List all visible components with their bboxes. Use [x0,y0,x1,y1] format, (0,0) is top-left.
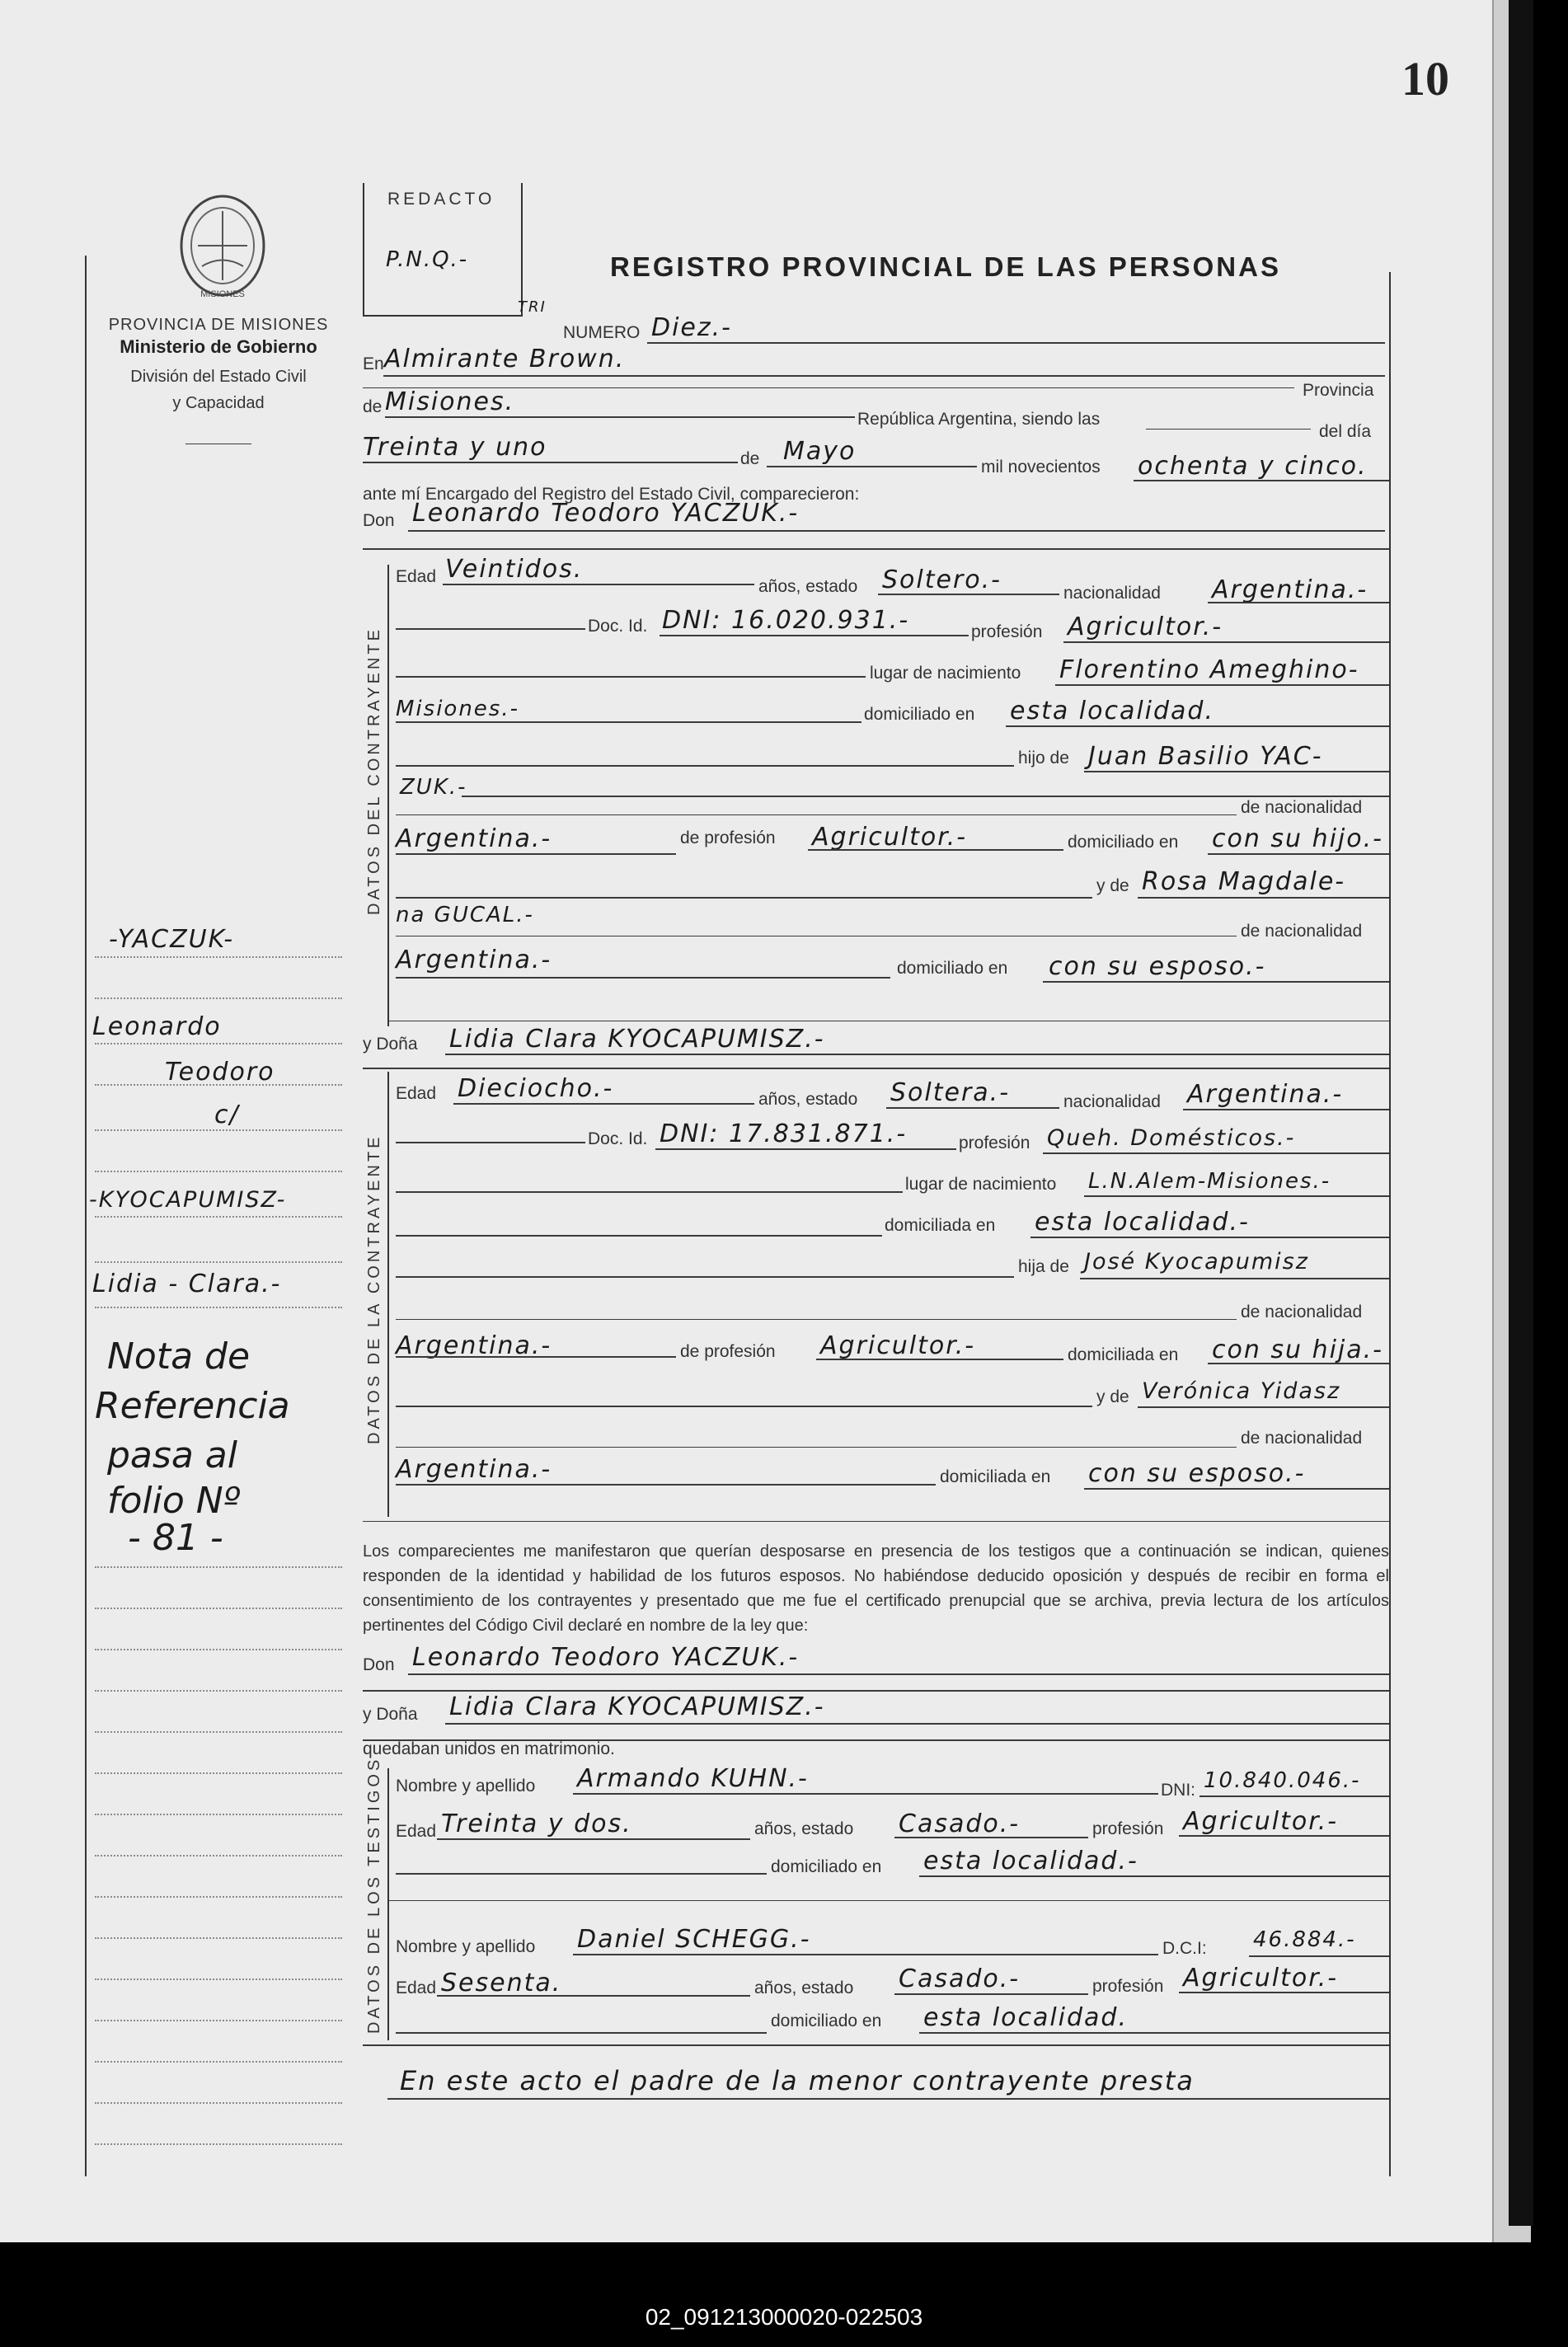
f-doc-label: Doc. Id. [588,1129,648,1148]
seal-text: MISIONES [200,289,245,299]
f-lugar-pre-line [396,1191,903,1193]
f-madre-yde-label: y de [1096,1387,1129,1406]
f-madre-nac-value: Argentina.- [396,1455,552,1484]
t2-doc-value: 46.884.- [1253,1927,1356,1952]
contrayente-name: Leonardo Teodoro YACZUK.- [412,499,800,528]
t2-profesion-value: Agricultor.- [1183,1964,1339,1993]
f-doc-line [655,1148,956,1150]
f-profesion-value: Queh. Domésticos.- [1047,1125,1296,1151]
numero-value: Diez.- [651,313,733,342]
dia-value: Treinta y uno [363,433,547,462]
f-lugar-line [1084,1195,1389,1197]
t1-nombre-line [573,1793,1158,1795]
c-padre-nac-line [396,814,1237,815]
contrayenta-name: Lidia Clara KYOCAPUMISZ.- [449,1025,825,1054]
margin-conj: c/ [214,1101,240,1129]
c-padre-value1: Juan Basilio YAC- [1088,742,1323,771]
f-estado-value: Soltera.- [890,1078,1011,1107]
t2-profesion-label: profesión [1092,1977,1164,1996]
t2-dom-pre-line [396,2032,767,2034]
t1-doc-label: DNI: [1161,1781,1195,1800]
numero-line [647,342,1385,344]
decl-dona-label: y Doña [363,1705,418,1724]
lugar-value: Almirante Brown. [384,345,626,373]
margin-rule [85,256,87,2176]
f-estado-line [886,1107,1059,1109]
margin-dotted-line [95,1896,342,1898]
t1-profesion-line [1179,1835,1389,1837]
t1-profesion-label: profesión [1092,1819,1164,1838]
margin-dotted-line [95,2061,342,2063]
mil-label: mil novecientos [981,458,1101,476]
c-lugar-line [1055,684,1389,686]
decl-don-value: Leonardo Teodoro YACZUK.- [412,1643,800,1672]
f-madre-value: Verónica Yidasz [1142,1378,1341,1404]
c-estado-line [878,594,1059,595]
c-padre-dom-label: domiciliado en [1068,833,1179,852]
f-padre-value: José Kyocapumisz [1084,1249,1309,1274]
f-padre-prof-value: Agricultor.- [820,1331,976,1360]
document-title: REGISTRO PROVINCIAL DE LAS PERSONAS [610,251,1281,282]
f-doc-value: DNI: 17.831.871.- [660,1120,908,1148]
t2-doc-label: D.C.I: [1162,1939,1207,1958]
t1-estado-line [894,1837,1088,1838]
c-madre-dom-line [1043,981,1389,983]
c-padre-nac-label: de nacionalidad [1241,798,1363,817]
c-madre-value1: Rosa Magdale- [1142,867,1346,896]
numero-label: NUMERO [563,323,641,342]
provincia-line [385,416,855,418]
c-doc-label: Doc. Id. [588,617,648,636]
ante-label: ante mí Encargado del Registro del Estado Civil, comparecieron: [363,485,860,504]
c-hijo-pre-line [396,765,1014,767]
margin-dotted-line [95,1216,342,1218]
f-edad-value: Dieciocho.- [458,1074,614,1103]
t1-domicilio-line [919,1875,1389,1877]
c-padre-prof-label: de profesión [680,828,776,847]
f-domicilio-line [1030,1237,1389,1238]
t2-estado-label: años, estado [754,1979,854,1997]
c-padre2-line [462,796,1389,797]
c-edad-value: Veintidos. [445,555,584,584]
margin-dotted-line [95,1307,342,1308]
ministry-line1: PROVINCIA DE MISIONES [108,316,329,334]
book-binding [1509,0,1533,2226]
c-profesion-line [1063,641,1389,643]
t1-dom-pre-line [396,1873,767,1875]
t1-edad-label: Edad [396,1822,437,1841]
dona-label: y Doña [363,1035,418,1054]
c-profesion-label: profesión [971,622,1043,641]
c-madre-nac-label: de nacionalidad [1241,922,1363,941]
t1-domicilio-value: esta localidad.- [923,1847,1138,1875]
t2-profesion-line [1179,1992,1389,1993]
margin-dotted-line [95,1261,342,1263]
page-number: 10 [1401,52,1449,106]
decl-don-subline [363,1690,1389,1692]
t2-nombre-label: Nombre y apellido [396,1937,536,1956]
f-dom-pre-line [396,1235,882,1237]
decl-dona-value: Lidia Clara KYOCAPUMISZ.- [449,1692,825,1721]
c-edad-line [443,584,754,585]
t2-doc-line [1249,1955,1389,1957]
provincial-seal-icon [173,188,272,307]
lugar-line [383,375,1385,377]
f-doc-pre-line [396,1142,585,1143]
t1-doc-value: 10.840.046.- [1204,1768,1361,1793]
en-label: En [363,354,384,373]
contrayente-section-label: DATOS DEL CONTRAYENTE [365,627,383,915]
f-padre-nac-label: de nacionalidad [1241,1303,1363,1321]
right-rule [1389,272,1391,2176]
margin-dotted-line [95,1690,342,1692]
c-madre-pre-line [396,897,1092,899]
c-madre-dom-value: con su esposo.- [1049,952,1266,981]
anio-value: ochenta y cinco. [1138,452,1368,481]
t2-edad-value: Sesenta. [441,1969,562,1997]
f-nacionalidad-label: nacionalidad [1063,1092,1161,1111]
t2-nombre-line [573,1954,1158,1955]
c-hijo-label: hijo de [1018,749,1069,767]
margin-dotted-line [95,1979,342,1980]
margin-surname1: -YACZUK- [109,925,235,954]
margin-note-line2: Referencia [95,1385,290,1427]
f-padre-dom-value: con su hija.- [1212,1335,1384,1364]
contrayenta-box-rule [387,1072,389,1517]
margin-dotted-line [95,1043,342,1044]
t1-domiciliado-label: domiciliado en [771,1857,882,1876]
declaracion-text: Los comparecientes me manifestaron que querían desposarse en presencia de los testigos que a continuación se indican, quienes responden de la identidad y habilidad de los futuros esposos. No habiéndose deducido oposición y después de recibir en forma el consentimiento de los contrayentes y presentado que me fue el certificado prenupcial que se archiva, previa lectura de los artículos pertinentes del Código Civil declaré en nombre de la ley que: [363,1542,1389,1635]
republica-label: República Argentina, siendo las [857,410,1101,429]
c-madre-yde-label: y de [1096,876,1129,895]
ministry-line3: División del Estado Civil [130,368,307,386]
f-lugar-value: L.N.Alem-Misiones.- [1088,1169,1331,1194]
c-padre-prof-value: Agricultor.- [812,823,968,852]
margin-dotted-line [95,1814,342,1815]
f-padre-nac-val-line [396,1356,676,1358]
de-label2: de [740,449,760,468]
margin-note-line4: folio Nº [107,1480,241,1522]
margin-dotted-line [95,1937,342,1939]
f-madre-nac-val-line [396,1484,936,1486]
contrayente-box-rule [387,565,389,1026]
t2-domicilio-line [919,2032,1389,2034]
t2-domicilio-value: esta localidad. [923,2003,1129,2032]
f-edad-line [453,1103,754,1105]
c-domicilio-value: esta localidad. [1010,697,1215,725]
c-nacionalidad-line [1208,602,1389,603]
c-doc-line [660,635,969,636]
margin-dotted-line [95,2102,342,2104]
margin-dotted-line [95,1566,342,1568]
f-profesion-label: profesión [959,1134,1030,1152]
c-lugar-value1: Florentino Ameghino- [1059,655,1359,684]
f-padre-dom-line [1208,1363,1389,1364]
scan-caption: 02_091213000020-022503 [645,2304,923,2330]
margin-dotted-line [95,1649,342,1650]
t2-nombre-value: Daniel SCHEGG.- [577,1925,811,1954]
quedaban-label: quedaban unidos en matrimonio. [363,1739,615,1758]
contrayente-subline [363,548,1389,550]
f-madre-pre-line [396,1406,1092,1407]
t1-estado-label: años, estado [754,1819,854,1838]
margin-surname2: -KYOCAPUMISZ- [89,1187,287,1213]
margin-dotted-line [95,2020,342,2021]
decl-don-label: Don [363,1655,395,1674]
testigos-end-line [363,2044,1389,2046]
t2-estado-value: Casado.- [899,1964,1021,1993]
c-lugar-value2: Misiones.- [396,697,519,721]
contrayente-name-line [408,530,1385,532]
testigos-section-label: DATOS DE LOS TESTIGOS [365,1756,383,2034]
final-line: En este acto el padre de la menor contrayente presta [400,2065,1195,2096]
c-padre-nac-value: Argentina.- [396,824,552,853]
f-padre-nac-line [396,1319,1237,1320]
t1-edad-value: Treinta y dos. [441,1810,632,1838]
t1-estado-value: Casado.- [899,1810,1021,1838]
mes-value: Mayo [783,437,857,466]
testigos-box-rule [387,1768,389,2040]
c-padre-line [1084,771,1389,772]
margin-name1a: Leonardo [92,1012,222,1041]
hora-line [1146,429,1311,430]
t1-nombre-label: Nombre y apellido [396,1777,536,1795]
f-domiciliada-label: domiciliada en [885,1216,996,1235]
margin-note-line5: - 81 - [128,1517,223,1559]
f-nacionalidad-value: Argentina.- [1187,1080,1344,1109]
c-domiciliado-label: domiciliado en [864,705,975,724]
margin-dotted-line [95,1772,342,1774]
mes-line [767,466,977,467]
f-madre-dom-label: domiciliada en [940,1467,1051,1486]
margin-dotted-line [95,1129,342,1131]
c-padre-nac-val-line [396,853,676,855]
t1-nombre-value: Armando KUHN.- [577,1764,809,1793]
c-padre-value2: ZUK.- [400,775,467,800]
c-lugar-pre-line [396,676,866,678]
t2-domiciliado-label: domiciliado en [771,2011,882,2030]
decl-don-line [408,1673,1389,1675]
c-madre-dom-label: domiciliado en [897,959,1008,978]
t1-edad-line [437,1838,750,1840]
f-madre-dom-line [1084,1488,1389,1490]
c-lugar-label: lugar de nacimiento [870,664,1021,683]
t1-doc-line [1199,1795,1389,1797]
c-doc-value: DNI: 16.020.931.- [662,606,910,635]
f-padre-line [1080,1278,1389,1279]
f-lugar-label: lugar de nacimiento [905,1175,1057,1194]
c-padre-dom-value: con su hijo.- [1212,824,1383,853]
t2-edad-label: Edad [396,1979,437,1997]
c-domicilio-line [1006,725,1389,727]
margin-note-line3: pasa al [107,1434,237,1476]
anio-line [1134,480,1389,481]
final-line-rule [387,2098,1389,2100]
dia-line [363,462,738,463]
c-nacionalidad-value: Argentina.- [1212,575,1368,604]
c-padre-dom-line [1208,853,1389,855]
c-padre-prof-line [808,849,1063,851]
redacto-value: P.N.Q.- [386,247,469,272]
margin-name1b: Teodoro [165,1058,275,1087]
c-madre-nac-value: Argentina.- [396,946,552,974]
c-profesion-value: Agricultor.- [1068,613,1223,641]
c-edad-label: Edad [396,567,437,586]
f-hija-label: hija de [1018,1257,1069,1276]
f-padre-dom-label: domiciliada en [1068,1345,1179,1364]
decl-dona-line [445,1723,1389,1725]
f-madre-dom-value: con su esposo.- [1088,1459,1306,1488]
c-lugar2-line [396,721,861,723]
contrayenta-name-line [445,1054,1389,1055]
contrayenta-subline [363,1068,1389,1069]
margin-dotted-line [95,997,342,999]
c-nacionalidad-label: nacionalidad [1063,584,1161,603]
c-madre-nac-val-line [396,977,890,979]
scan-footer [0,2242,1568,2347]
redacto-label: REDACTO [387,190,495,209]
f-section-end-line [363,1521,1389,1522]
t1-profesion-value: Agricultor.- [1183,1807,1339,1836]
f-padre-prof-line [816,1359,1063,1360]
margin-dotted-line [95,956,342,958]
margin-dotted-line [95,1731,342,1733]
del-dia-label: del día [1319,422,1372,441]
provincia-value: Misiones. [385,387,515,416]
f-estado-label: años, estado [758,1090,858,1109]
margin-name2: Lidia - Clara.- [92,1270,282,1298]
f-profesion-line [1043,1152,1389,1154]
don-label: Don [363,511,395,530]
f-padre-prof-label: de profesión [680,1342,776,1361]
c-madre-value2: na GUCAL.- [396,903,534,927]
t2-estado-line [894,1993,1088,1995]
numero-prefix: TRI [518,298,547,316]
ministry-line4: y Capacidad [172,394,265,412]
margin-dotted-line [95,1855,342,1856]
f-madre-nac-line [396,1447,1237,1448]
f-nacionalidad-line [1183,1109,1389,1110]
f-madre-line [1138,1406,1389,1408]
f-madre-nac-label: de nacionalidad [1241,1429,1363,1448]
c-estado-value: Soltero.- [882,566,1002,594]
ministry-line2: Ministerio de Gobierno [120,336,317,357]
de-label: de [363,397,383,416]
c-estado-label: años, estado [758,577,858,596]
t2-edad-line [437,1995,750,1997]
f-domicilio-value: esta localidad.- [1035,1208,1250,1237]
margin-note-line1: Nota de [107,1335,251,1378]
c-madre-line [1138,897,1389,899]
contrayenta-section-label: DATOS DE LA CONTRAYENTE [365,1134,383,1444]
f-edad-label: Edad [396,1084,437,1103]
margin-dotted-line [95,2143,342,2145]
c-doc-pre-line [396,628,585,630]
f-padre-nac-value: Argentina.- [396,1331,552,1360]
margin-dotted-line [95,1171,342,1172]
margin-dotted-line [95,1608,342,1609]
provincia-label: Provincia [1303,381,1374,400]
f-hija-pre-line [396,1276,1014,1278]
t1-end-line [387,1900,1389,1901]
